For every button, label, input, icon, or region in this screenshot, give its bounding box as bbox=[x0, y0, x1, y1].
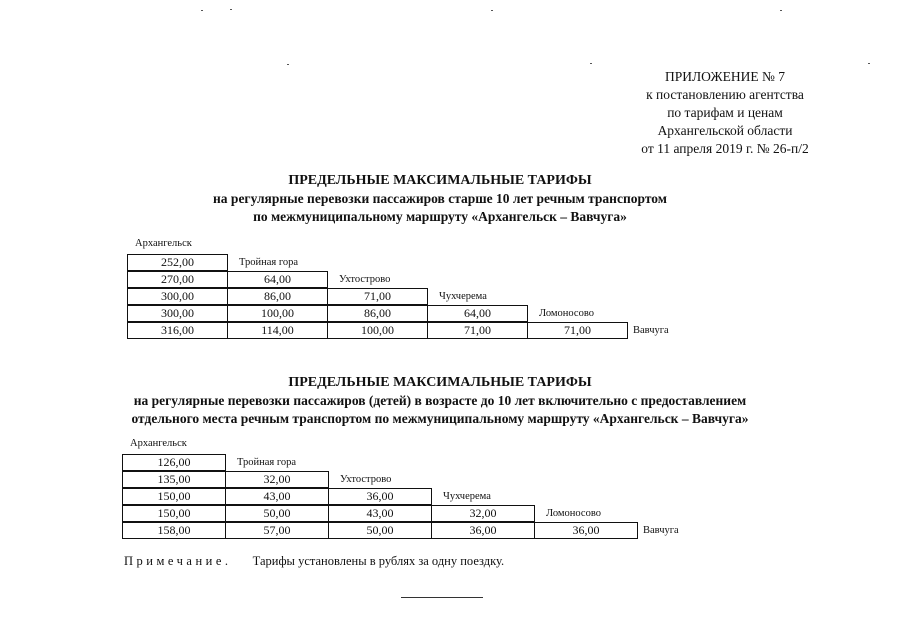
tariff-cell: 50,00 bbox=[328, 522, 432, 539]
tariff-cell: 36,00 bbox=[534, 522, 638, 539]
tariff-cell: 270,00 bbox=[127, 271, 228, 288]
section2-subtitle-line: отдельного места речным транспортом по межмуниципальному маршруту «Архангельск – Вавчуга» bbox=[131, 411, 749, 426]
station-label: Вавчуга bbox=[643, 525, 679, 536]
station-label: Архангельск bbox=[135, 238, 192, 249]
tariff-cell: 114,00 bbox=[227, 322, 328, 339]
scan-speck bbox=[491, 10, 493, 11]
station-label: Чухчерема bbox=[439, 291, 487, 302]
tariff-cell: 71,00 bbox=[327, 288, 428, 305]
tariff-cell: 135,00 bbox=[122, 471, 226, 488]
appendix-line: Архангельской области bbox=[657, 123, 793, 138]
tariff-cell: 252,00 bbox=[127, 254, 228, 271]
scan-speck bbox=[287, 64, 289, 65]
station-label: Ухтострово bbox=[340, 474, 392, 485]
section2-subtitle-line: на регулярные перевозки пассажиров (детей) в возрасте до 10 лет включительно с предоставлением bbox=[133, 393, 747, 408]
section1-subtitle-line: по межмуниципальному маршруту «Архангельск – Вавчуга» bbox=[253, 209, 627, 224]
appendix-title: ПРИЛОЖЕНИЕ № 7 bbox=[664, 69, 786, 84]
note-text: Тарифы установлены в рублях за одну поездку. bbox=[252, 554, 505, 568]
scan-speck bbox=[230, 9, 232, 10]
tariff-cell: 71,00 bbox=[527, 322, 628, 339]
tariff-cell: 43,00 bbox=[225, 488, 329, 505]
station-label: Тройная гора bbox=[237, 457, 297, 468]
note-label: Примечание. bbox=[124, 554, 232, 568]
tariff-cell: 64,00 bbox=[427, 305, 528, 322]
section1-title: ПРЕДЕЛЬНЫЕ МАКСИМАЛЬНЫЕ ТАРИФЫ bbox=[288, 173, 592, 188]
appendix-header bbox=[600, 68, 850, 158]
tariff-cell: 32,00 bbox=[431, 505, 535, 522]
station-label: Ухтострово bbox=[339, 274, 391, 285]
tariff-cell: 43,00 bbox=[328, 505, 432, 522]
appendix-line: к постановлению агентства bbox=[646, 87, 804, 102]
tariff-cell: 64,00 bbox=[227, 271, 328, 288]
scan-speck bbox=[590, 63, 592, 64]
tariff-cell: 32,00 bbox=[225, 471, 329, 488]
station-label: Архангельск bbox=[130, 438, 187, 449]
section2-title: ПРЕДЕЛЬНЫЕ МАКСИМАЛЬНЫЕ ТАРИФЫ bbox=[288, 375, 592, 390]
tariff-cell: 100,00 bbox=[227, 305, 328, 322]
tariff-cell: 71,00 bbox=[427, 322, 528, 339]
scan-speck bbox=[780, 10, 782, 11]
tariff-cell: 126,00 bbox=[122, 454, 226, 471]
tariff-cell: 316,00 bbox=[127, 322, 228, 339]
section2-heading bbox=[40, 374, 840, 428]
tariff-cell: 86,00 bbox=[327, 305, 428, 322]
station-label: Ломоносово bbox=[546, 508, 601, 519]
tariff-cell: 150,00 bbox=[122, 505, 226, 522]
station-label: Тройная гора bbox=[239, 257, 299, 268]
appendix-date-line: от 11 апреля 2019 г. № 26-п/2 bbox=[641, 141, 809, 156]
note bbox=[124, 554, 504, 569]
tariff-cell: 86,00 bbox=[227, 288, 328, 305]
station-label: Вавчуга bbox=[633, 325, 669, 336]
station-label: Чухчерема bbox=[443, 491, 491, 502]
section1-heading bbox=[40, 172, 840, 226]
tariff-cell: 36,00 bbox=[328, 488, 432, 505]
tariff-cell: 300,00 bbox=[127, 288, 228, 305]
tariff-cell: 50,00 bbox=[225, 505, 329, 522]
appendix-line: по тарифам и ценам bbox=[667, 105, 783, 120]
scan-speck bbox=[868, 63, 870, 64]
scan-speck bbox=[201, 10, 203, 11]
tariff-cell: 150,00 bbox=[122, 488, 226, 505]
tariff-cell: 36,00 bbox=[431, 522, 535, 539]
closing-rule bbox=[401, 597, 483, 598]
tariff-cell: 158,00 bbox=[122, 522, 226, 539]
tariff-cell: 300,00 bbox=[127, 305, 228, 322]
station-label: Ломоносово bbox=[539, 308, 594, 319]
tariff-cell: 100,00 bbox=[327, 322, 428, 339]
tariff-cell: 57,00 bbox=[225, 522, 329, 539]
section1-subtitle-line: на регулярные перевозки пассажиров старше 10 лет речным транспортом bbox=[213, 191, 667, 206]
